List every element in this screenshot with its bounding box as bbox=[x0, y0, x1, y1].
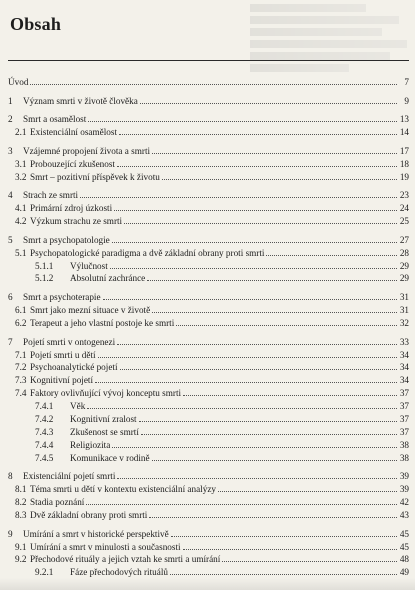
toc-entry bbox=[8, 565, 409, 578]
toc-entry-page-number: 34 bbox=[399, 349, 409, 360]
toc-entry-number: 4.2 bbox=[15, 216, 27, 227]
toc-entry-title: Terapeut a jeho vlastní postoje ke smrti bbox=[30, 317, 175, 328]
toc-entry-number: 3.1 bbox=[15, 158, 27, 169]
dot-leader bbox=[98, 357, 397, 358]
toc-entry-page-number: 38 bbox=[399, 439, 409, 450]
toc-entry-title: Úvod bbox=[8, 76, 29, 87]
toc-entry-title: Zkušenost se smrtí bbox=[70, 426, 139, 437]
toc-entry-title: Smrt a osamělost bbox=[23, 114, 87, 125]
toc-entry-title: Faktory ovlivňující vývoj konceptu smrti bbox=[30, 388, 182, 399]
toc-entry-page-number: 45 bbox=[399, 528, 409, 539]
toc-entry-page-number: 31 bbox=[399, 292, 409, 303]
toc-entry bbox=[8, 246, 409, 259]
toc-entry-number: 4 bbox=[8, 190, 13, 201]
dot-leader bbox=[222, 561, 397, 562]
dot-leader bbox=[218, 491, 397, 492]
toc-entry bbox=[8, 144, 409, 157]
toc-entry-title: Existenciální pojetí smrti bbox=[23, 471, 116, 482]
toc-entry-number: 8.2 bbox=[15, 497, 27, 508]
toc-entry-title: Probouzející zkušenost bbox=[30, 158, 115, 169]
toc-entry bbox=[8, 399, 409, 412]
toc-entry bbox=[8, 412, 409, 425]
toc-entry bbox=[8, 373, 409, 386]
toc-entry-title: Psychopatologické paradigma a dvě základní obrany proti smrti bbox=[30, 247, 265, 258]
dot-leader bbox=[152, 460, 397, 461]
toc-entry-title: Psychoanalytické pojetí bbox=[30, 362, 118, 373]
toc-entry-number: 2 bbox=[8, 114, 13, 125]
page-title: Obsah bbox=[10, 14, 62, 34]
toc-entry-title: Pojetí smrti v ontogenezi bbox=[23, 336, 116, 347]
toc-entry-title: Smrt a psychopatologie bbox=[23, 234, 110, 245]
toc-entry-number: 6.1 bbox=[15, 305, 27, 316]
dot-leader bbox=[30, 84, 397, 85]
toc-entry-page-number: 19 bbox=[399, 171, 409, 182]
dot-leader bbox=[110, 268, 397, 269]
toc-entry-number: 5 bbox=[8, 234, 13, 245]
toc-entry-title: Umírání a smrt v minulosti a současnosti bbox=[30, 541, 181, 552]
dot-leader bbox=[170, 574, 397, 575]
toc-entry-number: 7.4 bbox=[15, 388, 27, 399]
dot-leader bbox=[120, 369, 397, 370]
toc-entry-page-number: 49 bbox=[399, 567, 409, 578]
toc-entry bbox=[8, 170, 409, 183]
toc-entry-number: 8.3 bbox=[15, 509, 27, 520]
toc-entry bbox=[8, 386, 409, 399]
toc-entry-title: Smrt – pozitivní příspěvek k životu bbox=[30, 171, 160, 182]
dot-leader bbox=[152, 153, 397, 154]
toc-entry-title: Smrt a psychoterapie bbox=[23, 292, 101, 303]
toc-entry-page-number: 32 bbox=[399, 317, 409, 328]
dot-leader bbox=[103, 299, 397, 300]
toc-entry bbox=[8, 201, 409, 214]
toc-entry-number: 4.1 bbox=[15, 203, 27, 214]
toc-entry-page-number: 18 bbox=[399, 158, 409, 169]
toc-entry-number: 5.1.2 bbox=[35, 273, 54, 284]
toc-entry-page-number: 9 bbox=[404, 95, 409, 106]
toc-entry-number: 9 bbox=[8, 528, 13, 539]
toc-entry-title: Vzájemné propojení života a smrti bbox=[23, 145, 151, 156]
toc-entry-page-number: 42 bbox=[399, 497, 409, 508]
toc-entry-title: Komunikace v rodině bbox=[70, 452, 150, 463]
toc-entry-page-number: 25 bbox=[399, 216, 409, 227]
toc-entry-number: 7.4.3 bbox=[35, 426, 54, 437]
toc-entry-title: Dvě základní obrany proti smrti bbox=[30, 509, 148, 520]
toc-entry-title: Religiozita bbox=[70, 439, 111, 450]
toc-entry bbox=[8, 233, 409, 246]
toc-entry-number: 7.4.2 bbox=[35, 413, 54, 424]
toc-entry-page-number: 38 bbox=[399, 452, 409, 463]
toc-entry bbox=[8, 157, 409, 170]
dot-leader bbox=[141, 434, 397, 435]
toc-entry bbox=[8, 451, 409, 464]
toc-entry-page-number: 43 bbox=[399, 509, 409, 520]
toc-entry-number: 7.3 bbox=[15, 375, 27, 386]
dot-leader bbox=[139, 421, 397, 422]
toc-entry bbox=[8, 553, 409, 566]
toc-entry-number: 9.2.1 bbox=[35, 567, 54, 578]
toc-entry-number: 1 bbox=[8, 95, 13, 106]
dot-leader bbox=[266, 255, 397, 256]
table-of-contents bbox=[8, 75, 409, 578]
toc-entry bbox=[8, 272, 409, 285]
toc-entry-page-number: 14 bbox=[399, 127, 409, 138]
toc-entry bbox=[8, 290, 409, 303]
toc-entry-title: Fáze přechodových rituálů bbox=[70, 567, 168, 578]
toc-entry bbox=[8, 425, 409, 438]
toc-entry-page-number: 17 bbox=[399, 145, 409, 156]
toc-entry-title: Přechodové rituály a jejich vztah ke smrti a umírání bbox=[30, 554, 221, 565]
toc-entry bbox=[8, 316, 409, 329]
toc-entry-title: Téma smrti u dětí v kontextu existenciální analýzy bbox=[30, 484, 216, 495]
toc-entry bbox=[8, 540, 409, 553]
toc-entry-page-number: 7 bbox=[404, 76, 409, 87]
toc-entry bbox=[8, 94, 409, 107]
dot-leader bbox=[112, 242, 397, 243]
toc-entry-page-number: 28 bbox=[399, 247, 409, 258]
toc-entry-title: Kognitivní pojetí bbox=[30, 375, 94, 386]
toc-entry-title: Věk bbox=[70, 401, 86, 412]
toc-entry-number: 5.1.1 bbox=[35, 260, 54, 271]
toc-entry bbox=[8, 214, 409, 227]
dot-leader bbox=[114, 210, 397, 211]
dot-leader bbox=[112, 447, 397, 448]
toc-entry-number: 7.4.5 bbox=[35, 452, 54, 463]
toc-entry-page-number: 34 bbox=[399, 375, 409, 386]
dot-leader bbox=[117, 478, 397, 479]
dot-leader bbox=[88, 121, 397, 122]
toc-entry-number: 7 bbox=[8, 336, 13, 347]
toc-entry-page-number: 39 bbox=[399, 484, 409, 495]
toc-entry-page-number: 33 bbox=[399, 336, 409, 347]
toc-entry-page-number: 23 bbox=[399, 190, 409, 201]
page-edge-shadow bbox=[0, 578, 415, 590]
toc-entry-page-number: 27 bbox=[399, 234, 409, 245]
dot-leader bbox=[149, 517, 397, 518]
toc-entry bbox=[8, 361, 409, 374]
toc-entry-page-number: 37 bbox=[399, 401, 409, 412]
dot-leader bbox=[176, 325, 397, 326]
toc-entry bbox=[8, 527, 409, 540]
toc-entry-title: Smrt jako mezní situace v životě bbox=[30, 305, 151, 316]
toc-entry-number: 7.2 bbox=[15, 362, 27, 373]
toc-entry-number: 8.1 bbox=[15, 484, 27, 495]
toc-entry-title: Stadia poznání bbox=[30, 497, 85, 508]
toc-entry-page-number: 29 bbox=[399, 260, 409, 271]
toc-entry-title: Absolutní zachránce bbox=[70, 273, 146, 284]
dot-leader bbox=[86, 504, 397, 505]
toc-entry-number: 6.2 bbox=[15, 317, 27, 328]
toc-entry-title: Význam smrti v životě člověka bbox=[23, 95, 138, 106]
dot-leader bbox=[140, 103, 397, 104]
toc-entry-page-number: 48 bbox=[399, 554, 409, 565]
toc-entry-page-number: 34 bbox=[399, 362, 409, 373]
dot-leader bbox=[87, 408, 397, 409]
toc-entry-number: 7.4.1 bbox=[35, 401, 54, 412]
toc-entry-number: 7.4.4 bbox=[35, 439, 54, 450]
toc-entry bbox=[8, 508, 409, 521]
toc-entry-page-number: 39 bbox=[399, 471, 409, 482]
toc-entry-number: 5.1 bbox=[15, 247, 27, 258]
toc-entry-number: 9.2 bbox=[15, 554, 27, 565]
toc-entry-page-number: 29 bbox=[399, 273, 409, 284]
toc-entry-number: 8 bbox=[8, 471, 13, 482]
toc-entry-title: Pojetí smrti u dětí bbox=[30, 349, 96, 360]
toc-entry bbox=[8, 112, 409, 125]
dot-leader bbox=[152, 312, 397, 313]
toc-entry-number: 9.1 bbox=[15, 541, 27, 552]
dot-leader bbox=[147, 280, 397, 281]
toc-entry bbox=[8, 469, 409, 482]
toc-entry-number: 6 bbox=[8, 292, 13, 303]
dot-leader bbox=[117, 344, 397, 345]
toc-entry bbox=[8, 335, 409, 348]
toc-entry bbox=[8, 125, 409, 138]
toc-entry-page-number: 13 bbox=[399, 114, 409, 125]
toc-entry-page-number: 45 bbox=[399, 541, 409, 552]
toc-entry-title: Existenciální osamělost bbox=[30, 127, 118, 138]
toc-entry-title: Výlučnost bbox=[70, 260, 108, 271]
title-rule bbox=[8, 60, 409, 61]
toc-entry-title: Výzkum strachu ze smrti bbox=[30, 216, 123, 227]
toc-entry-number: 7.1 bbox=[15, 349, 27, 360]
toc-entry bbox=[8, 188, 409, 201]
toc-entry bbox=[8, 495, 409, 508]
dot-leader bbox=[171, 536, 397, 537]
toc-entry-page-number: 37 bbox=[399, 413, 409, 424]
toc-entry bbox=[8, 482, 409, 495]
toc-entry-title: Primární zdroj úzkosti bbox=[30, 203, 113, 214]
toc-entry bbox=[8, 259, 409, 272]
toc-entry-title: Kognitivní zralost bbox=[70, 413, 137, 424]
dot-leader bbox=[162, 179, 397, 180]
dot-leader bbox=[183, 395, 397, 396]
toc-entry-number: 3.2 bbox=[15, 171, 27, 182]
toc-entry bbox=[8, 303, 409, 316]
dot-leader bbox=[117, 166, 397, 167]
toc-entry-number: 2.1 bbox=[15, 127, 27, 138]
toc-entry-number: 3 bbox=[8, 145, 13, 156]
dot-leader bbox=[124, 223, 397, 224]
dot-leader bbox=[80, 197, 397, 198]
toc-entry-page-number: 37 bbox=[399, 426, 409, 437]
toc-entry-page-number: 31 bbox=[399, 305, 409, 316]
toc-entry-page-number: 37 bbox=[399, 388, 409, 399]
dot-leader bbox=[119, 134, 397, 135]
dot-leader bbox=[95, 382, 397, 383]
dot-leader bbox=[183, 549, 397, 550]
toc-entry-title: Strach ze smrti bbox=[23, 190, 79, 201]
toc-entry-page-number: 24 bbox=[399, 203, 409, 214]
toc-entry bbox=[8, 348, 409, 361]
toc-entry bbox=[8, 438, 409, 451]
toc-entry-title: Umírání a smrt v historické perspektivě bbox=[23, 528, 169, 539]
toc-entry bbox=[8, 75, 409, 88]
